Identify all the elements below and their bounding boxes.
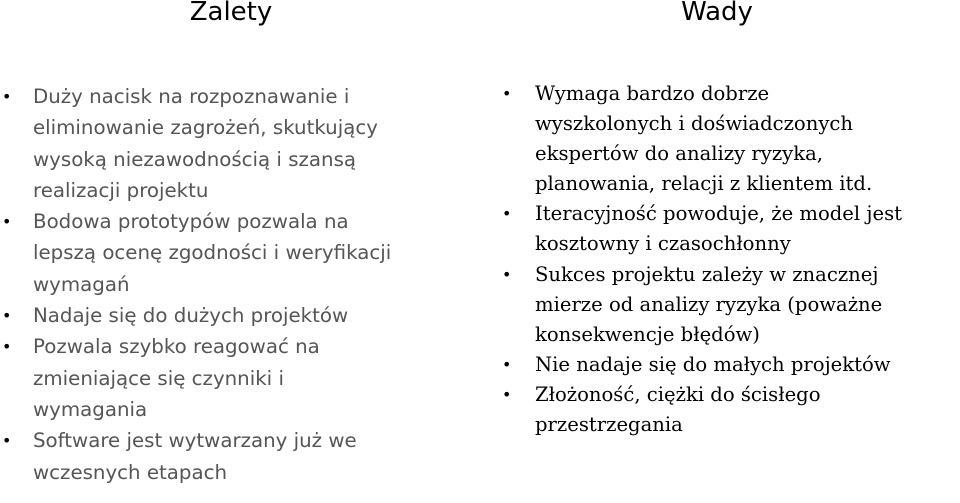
list-item [502,260,960,350]
advantages-list [0,81,470,488]
bullet-icon: • [502,384,512,404]
item-line: Bodowa prototypów pozwala na [33,210,349,234]
item-line: Nie nadaje się do małych projektów [535,352,891,376]
list-item [502,79,960,199]
item-line: Nadaje się do dużych projektów [33,304,349,328]
bullet-icon: • [502,204,512,224]
bullet-icon: • [2,87,12,106]
item-line: Pozwala szybko reagować na [33,335,320,359]
item-line: realizacji projektu [33,178,209,202]
item-line: wymagania [33,397,148,421]
item-line: Software jest wytwarzany już we [33,429,357,453]
item-line: wysoką niezawodnością i szansą [33,147,356,171]
item-line: planowania, relacji z klientem itd. [535,172,873,196]
disadvantages-list [502,79,960,440]
item-line: konsekwencje błędów) [535,322,760,346]
list-item [502,199,960,259]
advantages-heading: Zalety [189,0,273,27]
item-line: wymagań [33,272,130,296]
disadvantages-column [480,0,960,503]
item-line: Duży nacisk na rozpoznawanie i [33,85,350,108]
bullet-icon: • [2,212,12,232]
item-line: Iteracyjność powoduje, że model jest [535,202,903,226]
bullet-icon: • [2,337,12,357]
item-line: lepszą ocenę zgodności i weryfikacji [33,241,392,265]
list-item [0,331,470,425]
bullet-icon: • [502,264,512,284]
item-line: Złożoność, ciężki do ścisłego [535,382,821,406]
item-line: Wymaga bardzo dobrze [535,82,770,105]
item-line: kosztowny i czasochłonny [535,232,791,256]
list-item [502,380,960,440]
bullet-icon: • [2,306,12,326]
list-item [0,206,470,300]
list-item [0,81,470,206]
bullet-icon: • [2,431,12,451]
item-line: eliminowanie zagrożeń, skutkujący [33,116,378,140]
list-item [0,425,470,488]
item-line: ekspertów do analizy ryzyka, [535,142,824,166]
item-line: przestrzegania [535,413,683,437]
item-line: wyszkolonych i doświadczonych [535,112,853,136]
disadvantages-heading: Wady [681,0,753,27]
item-line: zmieniające się czynniki i [33,366,284,390]
item-line: wczesnych etapach [33,460,227,484]
item-line: mierze od analizy ryzyka (poważne [535,292,883,316]
list-item [0,300,470,331]
list-item [502,350,960,380]
bullet-icon: • [502,354,512,374]
bullet-icon: • [502,84,512,103]
item-line: Sukces projektu zależy w znacznej [535,262,879,286]
